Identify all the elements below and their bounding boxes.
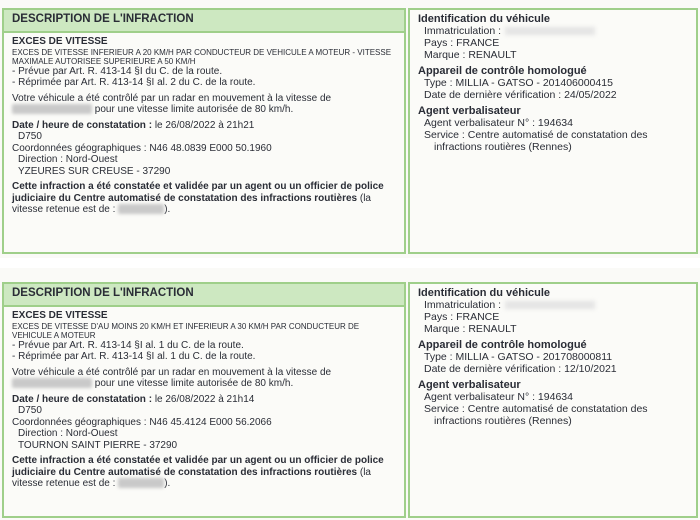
infraction-panel xyxy=(2,8,406,254)
constat-end: ). xyxy=(164,478,171,489)
reprimee-line: - Réprimée par Art. R. 413-14 §I al. 1 du C. de la route. xyxy=(12,351,256,362)
reprimee-line: - Réprimée par Art. R. 413-14 §I al. 2 du C. de la route. xyxy=(12,77,256,88)
service-line-1: Service : Centre automatisé de constatation des xyxy=(424,403,648,415)
constat-end: ). xyxy=(164,204,171,215)
road: D750 xyxy=(18,131,42,142)
radar-line-2: pour une vitesse limite autorisée de 80 km/h. xyxy=(94,378,294,389)
ticket-1 xyxy=(0,0,700,258)
date-value: le 26/08/2022 à 21h14 xyxy=(154,393,255,405)
infraction-subtitle: EXCES DE VITESSE D'AU MOINS 20 KM/H ET INFERIEUR A 30 KM/H PAR CONDUCTEUR DE VEHICULE A MOTEUR xyxy=(12,321,360,340)
device-type: Type : MILLIA - GATSO - 201708000811 xyxy=(424,351,613,363)
agent-number: Agent verbalisateur N° : 194634 xyxy=(424,391,573,403)
coords-label: Coordonnées géographiques : xyxy=(12,142,147,154)
immat-label: Immatriculation : xyxy=(424,299,502,311)
agent-title: Agent verbalisateur xyxy=(418,379,521,391)
device-title: Appareil de contrôle homologué xyxy=(418,339,587,351)
panel-header: DESCRIPTION DE L'INFRACTION xyxy=(4,284,404,307)
constat-tail: (la vitesse retenue est de : xyxy=(12,192,371,215)
radar-line: Votre véhicule a été contrôlé par un radar en mouvement à la vitesse de xyxy=(12,92,332,104)
panel-header: DESCRIPTION DE L'INFRACTION xyxy=(4,10,404,33)
service-line-2: infractions routières (Rennes) xyxy=(434,141,572,153)
vehicle-id-title: Identification du véhicule xyxy=(418,287,551,299)
date-label: Date / heure de constatation : xyxy=(12,393,153,405)
vehicle-id-title: Identification du véhicule xyxy=(418,13,551,25)
service-line-1: Service : Centre automatisé de constatation des xyxy=(424,129,648,141)
prevue-line: - Prévue par Art. R. 413-14 §I al. 1 du C. de la route. xyxy=(12,339,244,351)
infraction-subtitle: EXCES DE VITESSE INFERIEUR A 20 KM/H PAR CONDUCTEUR DE VEHICULE A MOTEUR - VITESSE MAXIMALE AUTORISEE SUPERIEURE A 50 KM/H xyxy=(12,47,392,66)
pays: Pays : FRANCE xyxy=(424,37,500,49)
radar-line-2: pour une vitesse limite autorisée de 80 km/h. xyxy=(94,104,294,115)
infraction-panel xyxy=(2,282,406,518)
coords-value: N46 48.0839 E000 50.1960 xyxy=(149,142,272,154)
redacted-retained-speed xyxy=(118,204,164,214)
date-value: le 26/08/2022 à 21h21 xyxy=(154,119,255,131)
service-line-2: infractions routières (Rennes) xyxy=(434,415,572,427)
device-title: Appareil de contrôle homologué xyxy=(418,65,587,77)
constat-text: Cette infraction a été constatée et validée par un agent ou un officier de police judiciaire du Centre automatisé de constatation des infractions routières xyxy=(12,181,384,204)
radar-line: Votre véhicule a été contrôlé par un radar en mouvement à la vitesse de xyxy=(12,366,332,378)
vehicle-panel xyxy=(408,282,698,518)
immat-label: Immatriculation : xyxy=(424,25,502,37)
redacted-retained-speed xyxy=(118,478,164,488)
town: TOURNON SAINT PIERRE - 37290 xyxy=(18,439,178,451)
redacted-plate xyxy=(505,301,595,309)
infraction-title: EXCES DE VITESSE xyxy=(12,36,108,47)
coords-value: N46 45.4124 E000 56.2066 xyxy=(149,416,272,428)
device-type: Type : MILLIA - GATSO - 201406000415 xyxy=(424,77,613,89)
agent-number: Agent verbalisateur N° : 194634 xyxy=(424,117,573,129)
date-label: Date / heure de constatation : xyxy=(12,119,153,131)
redacted-speed xyxy=(12,104,92,114)
town: YZEURES SUR CREUSE - 37290 xyxy=(18,165,171,177)
direction: Direction : Nord-Ouest xyxy=(18,428,118,439)
coords-label: Coordonnées géographiques : xyxy=(12,416,147,428)
road: D750 xyxy=(18,405,42,416)
ticket-2 xyxy=(0,268,700,520)
marque: Marque : RENAULT xyxy=(424,323,517,335)
divider xyxy=(0,258,700,268)
redacted-speed xyxy=(12,378,92,388)
prevue-line: - Prévue par Art. R. 413-14 §I du C. de la route. xyxy=(12,65,223,77)
direction: Direction : Nord-Ouest xyxy=(18,154,118,165)
device-verif: Date de dernière vérification : 24/05/2022 xyxy=(424,89,617,101)
vehicle-panel xyxy=(408,8,698,254)
agent-title: Agent verbalisateur xyxy=(418,105,521,117)
device-verif: Date de dernière vérification : 12/10/2021 xyxy=(424,363,617,375)
constat-text: Cette infraction a été constatée et validée par un agent ou un officier de police judiciaire du Centre automatisé de constatation des infractions routières xyxy=(12,455,384,478)
marque: Marque : RENAULT xyxy=(424,49,517,61)
pays: Pays : FRANCE xyxy=(424,311,500,323)
infraction-title: EXCES DE VITESSE xyxy=(12,310,108,321)
redacted-plate xyxy=(505,27,595,35)
constat-tail: (la vitesse retenue est de : xyxy=(12,466,371,489)
